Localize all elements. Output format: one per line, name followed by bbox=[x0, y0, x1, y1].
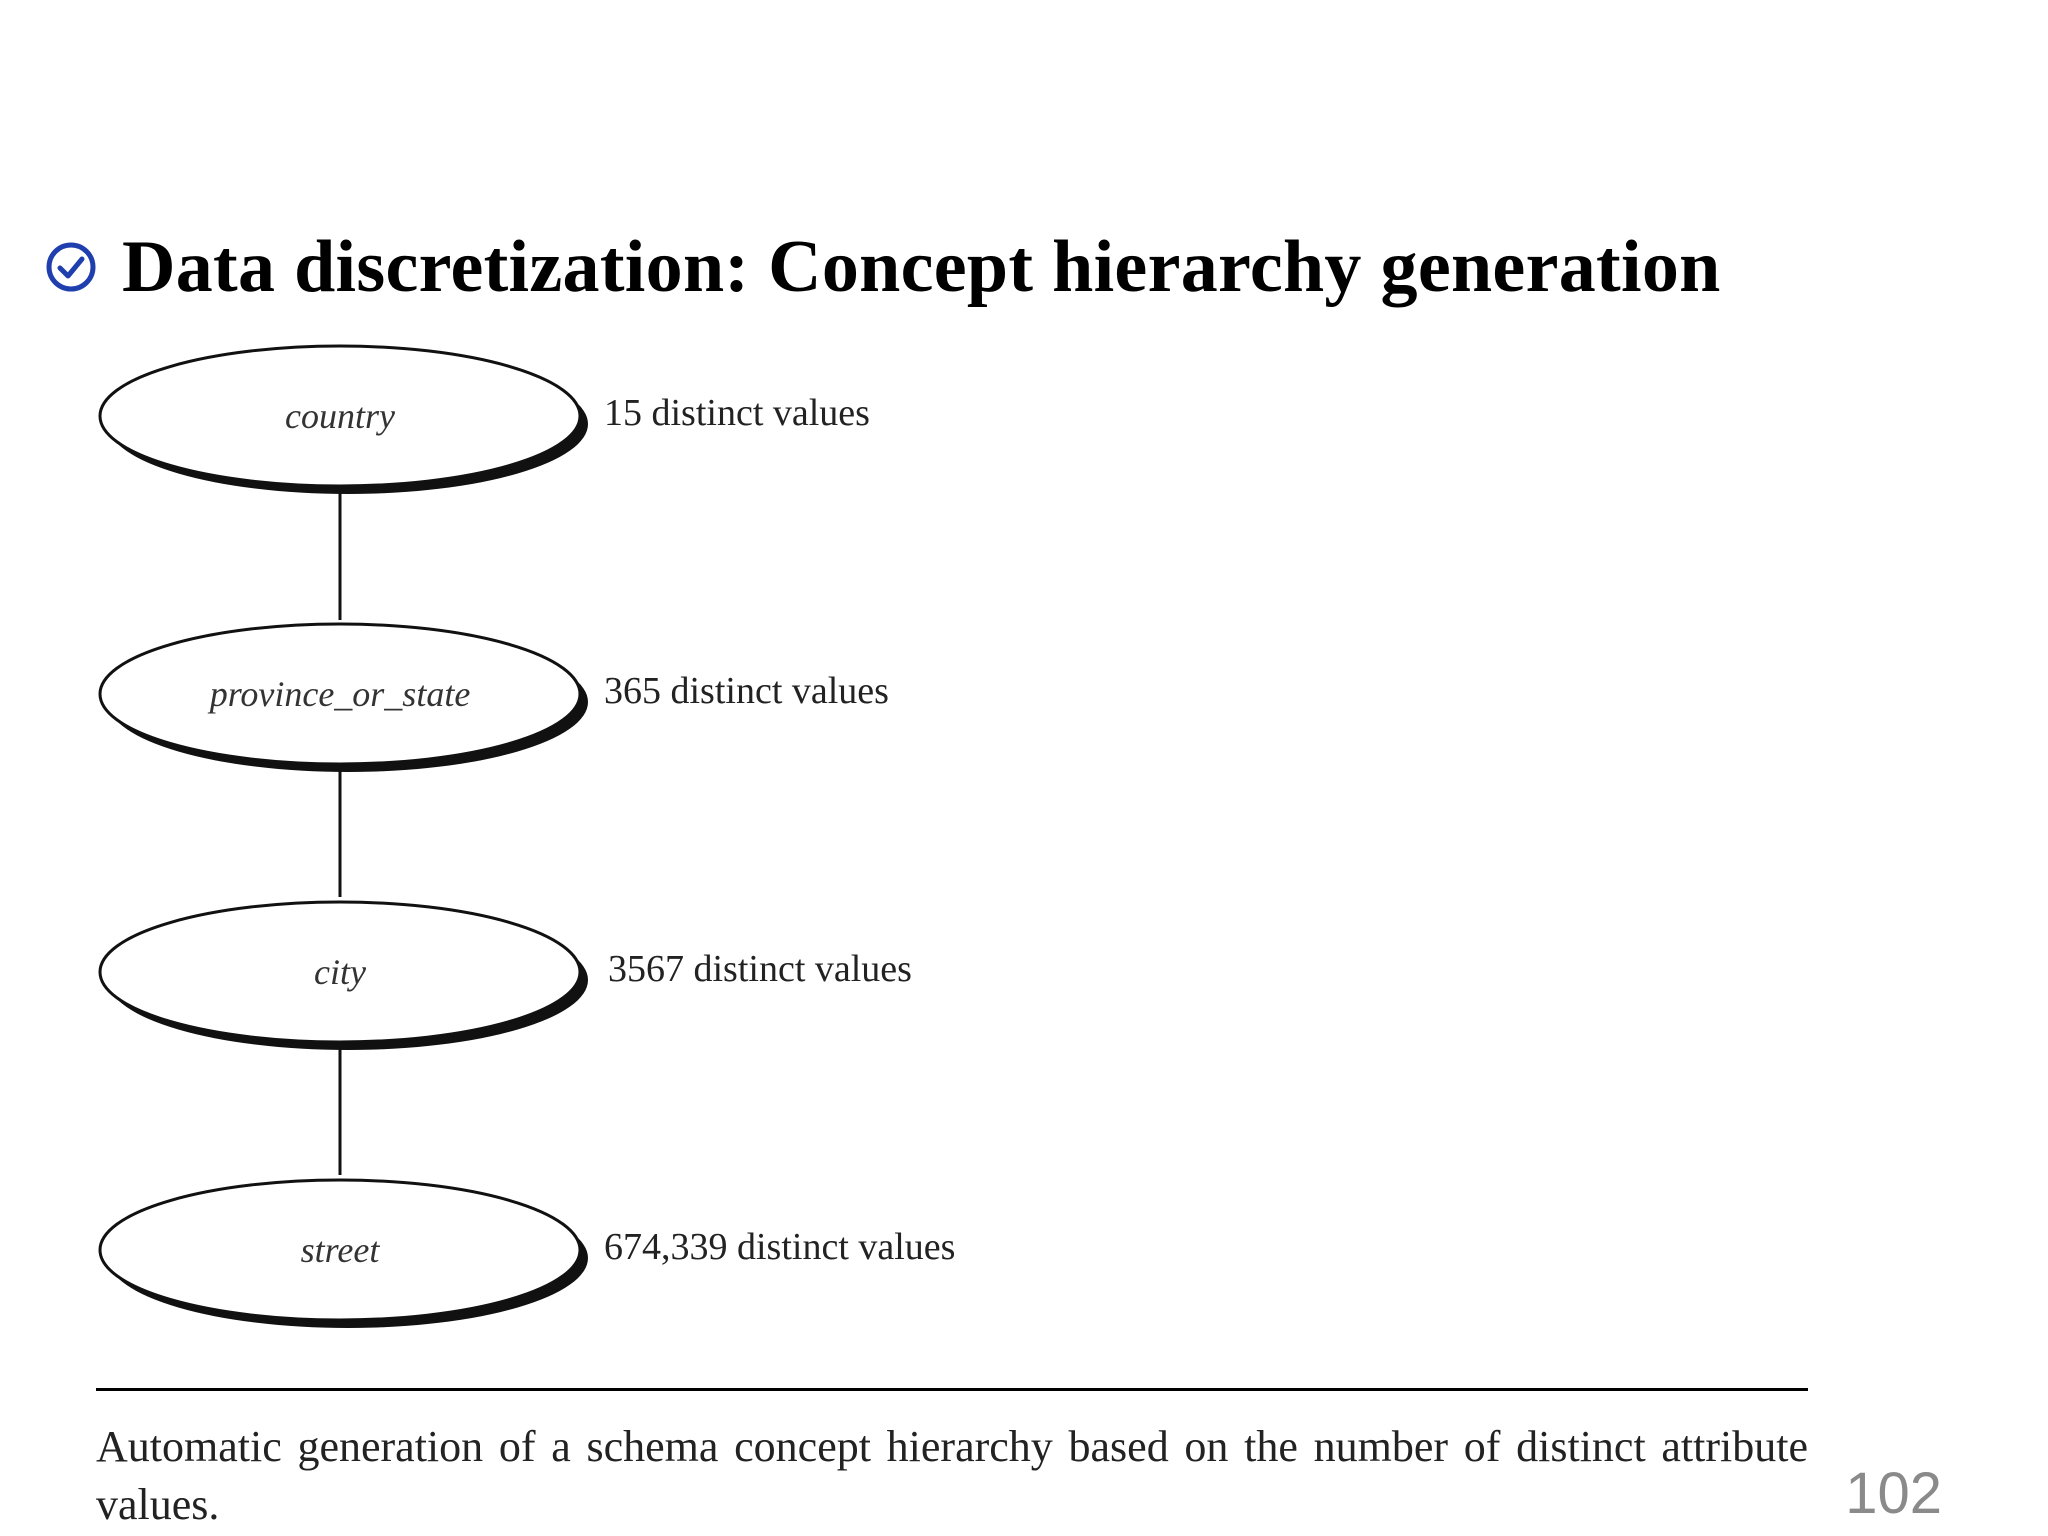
node-label-street: street bbox=[300, 1230, 380, 1270]
node-province-or-state bbox=[100, 624, 889, 772]
node-country bbox=[100, 346, 870, 494]
node-street bbox=[100, 1180, 955, 1328]
node-label-city: city bbox=[314, 952, 366, 992]
page-number: 102 bbox=[1845, 1461, 1942, 1526]
node-label-country: country bbox=[285, 396, 395, 436]
count-label-country: 15 distinct values bbox=[604, 392, 870, 434]
node-label-province-or-state: province_or_state bbox=[209, 674, 471, 714]
slide-title: Data discretization: Concept hierarchy generation bbox=[122, 225, 1721, 308]
count-label-street: 674,339 distinct values bbox=[604, 1226, 956, 1268]
node-city bbox=[100, 902, 912, 1050]
count-label-province-or-state: 365 distinct values bbox=[604, 670, 889, 712]
caption-divider bbox=[96, 1388, 1808, 1391]
figure-caption: Automatic generation of a schema concept hierarchy based on the number of distinct attribute values. bbox=[96, 1422, 1808, 1529]
count-label-city: 3567 distinct values bbox=[608, 948, 912, 990]
